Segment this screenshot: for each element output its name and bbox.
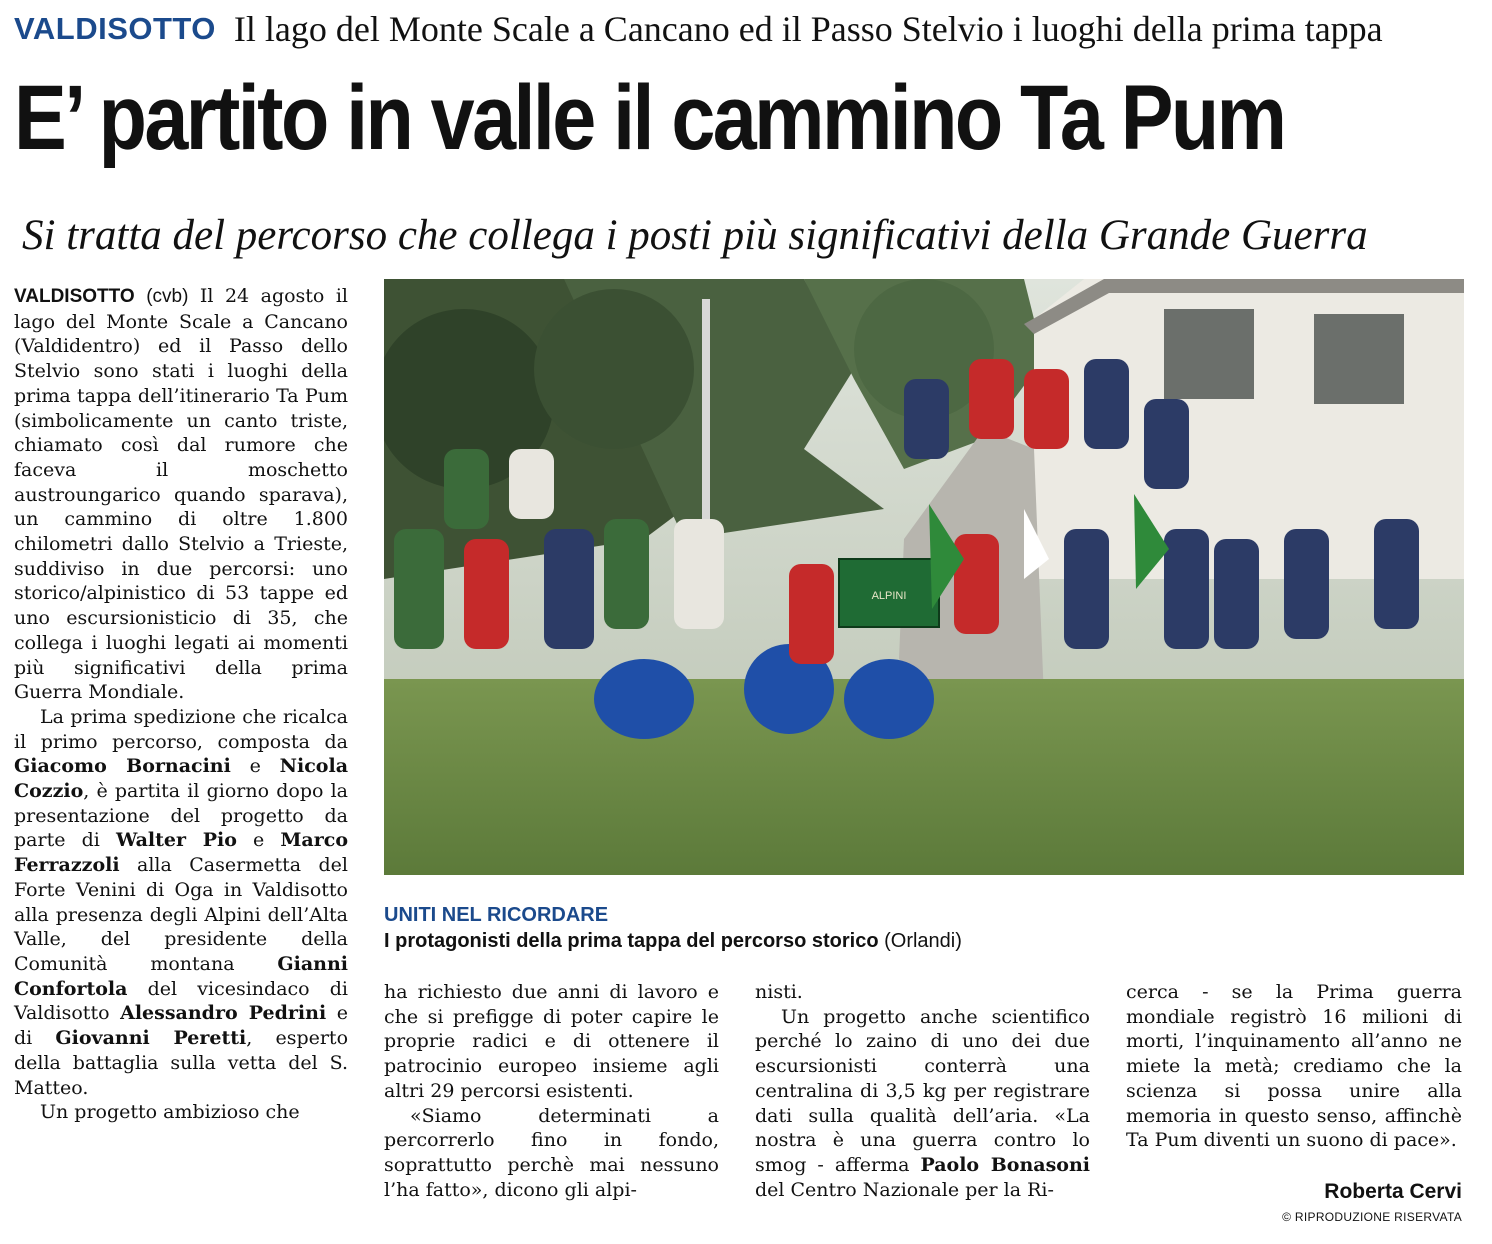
person-name: Walter Pio [115,829,237,852]
group-photo-illustration [384,279,1464,875]
article-column-4 [1126,980,1462,1153]
caption-kicker: UNITI NEL RICORDARE [384,904,609,926]
paragraph-4 [384,1104,719,1203]
text-span: Un progetto ambizioso che [40,1101,300,1124]
paragraph-2 [14,705,348,1100]
article-column-2 [384,980,719,1202]
text-span: cerca - se la Prima guerra mondiale registrò 16 milioni di morti, l’inquinamento all’anno ne miete la metà; crediamo che la scienza si possa unire alla memoria in questo senso, affinchè Ta Pum diventi un suono di pace». [1126,981,1462,1152]
kicker-location: VALDISOTTO [14,11,216,46]
article-column-1 [14,284,348,1125]
agency-tag: (cvb) [146,286,189,307]
text-span: del Centro Nazionale per la Ri- [755,1178,1054,1201]
text-span: nisti. [755,981,803,1003]
text-span: e [230,755,280,778]
banner-text: ALPINI [871,590,907,602]
photo-credit: (Orlandi) [884,930,962,952]
group-photo [384,279,1464,875]
text-span: e [236,829,281,852]
byline: Roberta Cervi [1324,1180,1462,1203]
dateline: VALDISOTTO [14,286,135,307]
text-span: , esperto della battaglia sulla vetta del S. Matteo. [14,1027,349,1099]
article-column-3 [755,980,1090,1202]
text-span: e di [14,1002,348,1050]
person-name: Paolo Bonasoni [920,1153,1090,1176]
paragraph-5 [755,1005,1090,1203]
text-span: alla Casermetta del Forte Venini di Oga in Valdisotto alla presenza degli Alpini dell’Alta Valle, del presidente della Comunità montana [14,854,348,975]
person-name: Giacomo Bornacini [14,755,231,778]
photo-caption [384,930,962,953]
text-span: La prima spedizione che ricalca il primo percorso, composta da [14,705,348,753]
headline: E’ partito in valle il cammino Ta Pum [14,67,1285,169]
person-name: Giovanni Peretti [55,1027,247,1050]
kicker-text: Il lago del Monte Scale a Cancano ed il Passo Stelvio i luoghi della prima tappa [233,9,1383,49]
copyright-notice: © RIPRODUZIONE RISERVATA [1282,1210,1462,1224]
text-span: , è partita il giorno dopo la presentazione del progetto da parte di [14,780,348,852]
person-name: Marco Ferrazzoli [14,829,348,877]
text-span: ha richiesto due anni di lavoro e che si prefigge di poter capire le proprie radici e di ottenere il patrocinio europeo insieme agli altri 29 percorsi esistenti. [384,981,719,1102]
paragraph-5-end [1126,980,1462,1153]
text-span: «Siamo determinati a percorrerlo fino in fondo, soprattutto perchè mai nessuno l’ha fatto», dicono gli alpi- [384,1104,719,1201]
text-span: del vicesindaco di Valdisotto [14,977,348,1025]
person-name: Alessandro Pedrini [120,1002,327,1025]
paragraph-1-text: Il 24 agosto il lago del Monte Scale a Cancano (Valdidentro) ed il Passo dello Stelvio sono stati i luoghi della prima tappa dell’itinerario Ta Pum (simbolicamente un canto triste, chiamato così dal rumore che faceva il moschetto austroungarico quando sparava), un cammino di oltre 1.800 chilometri dallo Stelvio a Trieste, suddiviso in due percorsi: uno storico/alpinistico di 53 tappe ed uno escursionisticio di 35, che collega i luoghi legati ai momenti più significativi della prima Guerra Mondiale. [14,285,348,704]
caption-text: I protagonisti della prima tappa del percorso storico [384,930,879,952]
kicker-line [14,8,1484,52]
text-span: Un progetto anche scientifico perché lo zaino di uno dei due escursionisti conterrà una centralina di 3,5 kg per registrare dati sulla qualità dell’aria. «La nostra è una guerra contro lo smog - afferma [755,1005,1090,1176]
person-name: Nicola Cozzio [14,755,349,803]
paragraph-4-end [755,980,1090,1005]
person-name: Gianni Confortola [14,952,348,1000]
paragraph-1 [14,284,348,705]
paragraph-3-start [14,1100,348,1125]
subhead: Si tratta del percorso che collega i posti più significativi della Grande Guerra [22,212,1368,259]
paragraph-3-end [384,980,719,1104]
